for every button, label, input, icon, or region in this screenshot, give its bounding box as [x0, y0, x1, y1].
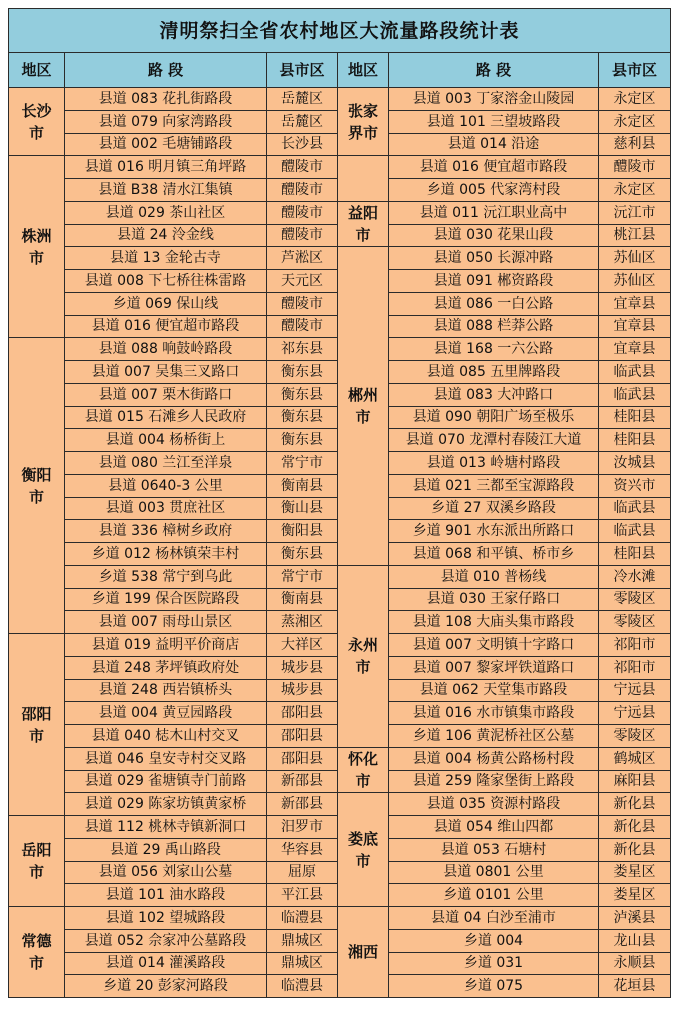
county-cell-right: 泸溪县: [599, 907, 671, 930]
road-segment-cell-left: 县道 B38 清水江集镇: [65, 179, 267, 202]
road-segment-cell-left: 县道 008 下七桥往株雷路: [65, 270, 267, 293]
county-cell-left: 新邵县: [267, 793, 338, 816]
road-segment-cell-left: 县道 007 雨母山景区: [65, 611, 267, 634]
road-segment-cell-left: 县道 002 毛塘铺路段: [65, 133, 267, 156]
road-segment-cell-right: 县道 088 栏莽公路: [389, 315, 599, 338]
county-cell-left: 城步县: [267, 656, 338, 679]
county-cell-left: 常宁市: [267, 452, 338, 475]
county-cell-left: 新邵县: [267, 770, 338, 793]
header-road-left: 路 段: [65, 53, 267, 88]
county-cell-right: 新化县: [599, 793, 671, 816]
county-cell-left: 衡东县: [267, 406, 338, 429]
county-cell-left: 常宁市: [267, 565, 338, 588]
road-segment-cell-right: 县道 021 三都至宝源路段: [389, 474, 599, 497]
county-cell-left: 醴陵市: [267, 315, 338, 338]
county-cell-right: 麻阳县: [599, 770, 671, 793]
county-cell-left: 岳麓区: [267, 88, 338, 111]
region-cell-right: 怀化市: [338, 747, 389, 793]
county-cell-right: 慈利县: [599, 133, 671, 156]
road-segment-cell-right: 县道 053 石塘村: [389, 838, 599, 861]
county-cell-right: 冷水滩: [599, 565, 671, 588]
county-cell-left: 汨罗市: [267, 816, 338, 839]
county-cell-left: 临澧县: [267, 907, 338, 930]
county-cell-left: 衡南县: [267, 588, 338, 611]
county-cell-right: 苏仙区: [599, 247, 671, 270]
region-cell-left: 常德市: [9, 907, 65, 998]
road-segment-cell-right: 县道 011 沅江职业高中: [389, 201, 599, 224]
county-cell-left: 鼎城区: [267, 952, 338, 975]
road-segment-cell-left: 县道 13 金轮古寺: [65, 247, 267, 270]
road-segment-cell-right: 县道 007 黎家坪铁道路口: [389, 656, 599, 679]
road-segment-cell-left: 县道 029 陈家坊镇黄家桥: [65, 793, 267, 816]
road-segment-cell-left: 县道 112 桃林寺镇新洞口: [65, 816, 267, 839]
road-segment-cell-right: 县道 016 便宜超市路段: [389, 156, 599, 179]
county-cell-right: 龙山县: [599, 929, 671, 952]
table-row: [9, 565, 671, 588]
road-segment-cell-left: 县道 029 茶山社区: [65, 201, 267, 224]
road-segment-cell-left: 县道 046 皇安寺村交叉路: [65, 747, 267, 770]
county-cell-left: 城步县: [267, 679, 338, 702]
road-segment-cell-left: 县道 004 黄豆园路段: [65, 702, 267, 725]
county-cell-left: 屈原: [267, 861, 338, 884]
header-county-left: 县市区: [267, 53, 338, 88]
county-cell-left: 衡东县: [267, 361, 338, 384]
county-cell-right: 祁阳市: [599, 634, 671, 657]
road-segment-cell-right: 县道 101 三望坡路段: [389, 110, 599, 133]
road-segment-cell-right: 县道 168 一六公路: [389, 338, 599, 361]
county-cell-right: 苏仙区: [599, 270, 671, 293]
county-cell-left: 天元区: [267, 270, 338, 293]
road-segment-cell-right: 县道 010 普杨线: [389, 565, 599, 588]
region-cell-right: 永州市: [338, 565, 389, 747]
county-cell-right: 桃江县: [599, 224, 671, 247]
county-cell-right: 汝城县: [599, 452, 671, 475]
road-segment-cell-left: 县道 079 向家湾路段: [65, 110, 267, 133]
county-cell-right: 娄星区: [599, 884, 671, 907]
county-cell-right: 永定区: [599, 110, 671, 133]
county-cell-right: 宜章县: [599, 315, 671, 338]
county-cell-left: 醴陵市: [267, 292, 338, 315]
road-segment-cell-left: 县道 083 花扎街路段: [65, 88, 267, 111]
road-segment-cell-left: 县道 029 雀塘镇寺门前路: [65, 770, 267, 793]
county-cell-left: 醴陵市: [267, 179, 338, 202]
county-cell-left: 芦淞区: [267, 247, 338, 270]
road-segment-cell-left: 县道 24 泠金线: [65, 224, 267, 247]
road-segment-cell-left: 县道 003 贯庶社区: [65, 497, 267, 520]
county-cell-left: 醴陵市: [267, 224, 338, 247]
road-segment-cell-right: 县道 035 资源村路段: [389, 793, 599, 816]
county-cell-left: 衡东县: [267, 543, 338, 566]
county-cell-left: 醴陵市: [267, 201, 338, 224]
region-cell-left: 长沙市: [9, 88, 65, 156]
road-segment-cell-right: 县道 108 大庙头集市路段: [389, 611, 599, 634]
road-segment-cell-right: 乡道 004: [389, 929, 599, 952]
road-segment-cell-left: 县道 248 西岩镇桥头: [65, 679, 267, 702]
county-cell-right: 临武县: [599, 383, 671, 406]
county-cell-left: 醴陵市: [267, 156, 338, 179]
road-segment-cell-left: 乡道 538 常宁到乌此: [65, 565, 267, 588]
region-cell-right: 娄底市: [338, 793, 389, 907]
county-cell-left: 邵阳县: [267, 702, 338, 725]
county-cell-right: 新化县: [599, 816, 671, 839]
road-segment-cell-left: 县道 0640-3 公里: [65, 474, 267, 497]
road-segment-cell-left: 县道 016 明月镇三角坪路: [65, 156, 267, 179]
traffic-stats-table: [8, 8, 671, 998]
header-region-right: 地区: [338, 53, 389, 88]
county-cell-left: 平江县: [267, 884, 338, 907]
county-cell-left: 岳麓区: [267, 110, 338, 133]
header-county-right: 县市区: [599, 53, 671, 88]
header-road-right: 路 段: [389, 53, 599, 88]
table-row: [9, 793, 671, 816]
county-cell-right: 宁远县: [599, 702, 671, 725]
road-segment-cell-right: 乡道 901 水东派出所路口: [389, 520, 599, 543]
road-segment-cell-right: 县道 050 长源冲路: [389, 247, 599, 270]
county-cell-left: 大祥区: [267, 634, 338, 657]
road-segment-cell-left: 乡道 20 彭家河路段: [65, 975, 267, 998]
road-segment-cell-left: 县道 080 兰江至洋泉: [65, 452, 267, 475]
road-segment-cell-right: 县道 062 天堂集市路段: [389, 679, 599, 702]
county-cell-right: 宜章县: [599, 338, 671, 361]
county-cell-right: 资兴市: [599, 474, 671, 497]
county-cell-right: 永定区: [599, 179, 671, 202]
road-segment-cell-left: 县道 019 益明平价商店: [65, 634, 267, 657]
region-cell-right: 益阳市: [338, 201, 389, 247]
road-segment-cell-right: 县道 091 郴资路段: [389, 270, 599, 293]
road-segment-cell-left: 县道 016 便宜超市路段: [65, 315, 267, 338]
road-segment-cell-right: 县道 003 丁家溶金山陵园: [389, 88, 599, 111]
road-segment-cell-right: 乡道 106 黄泥桥社区公墓: [389, 725, 599, 748]
road-segment-cell-left: 县道 248 茅坪镇政府处: [65, 656, 267, 679]
road-segment-cell-right: 县道 054 维山四都: [389, 816, 599, 839]
county-cell-right: 零陵区: [599, 611, 671, 634]
county-cell-left: 长沙县: [267, 133, 338, 156]
road-segment-cell-right: 县道 086 一白公路: [389, 292, 599, 315]
county-cell-right: 临武县: [599, 361, 671, 384]
table-row: [9, 907, 671, 930]
road-segment-cell-left: 乡道 069 保山线: [65, 292, 267, 315]
region-cell-right: [338, 156, 389, 202]
road-segment-cell-right: 县道 013 岭塘村路段: [389, 452, 599, 475]
header-region-left: 地区: [9, 53, 65, 88]
table-title: 清明祭扫全省农村地区大流量路段统计表: [9, 9, 671, 53]
road-segment-cell-left: 县道 052 佘家冲公墓路段: [65, 929, 267, 952]
road-segment-cell-right: 县道 014 沿途: [389, 133, 599, 156]
region-cell-left: 株洲市: [9, 156, 65, 338]
road-segment-cell-right: 县道 068 和平镇、桥市乡: [389, 543, 599, 566]
county-cell-left: 衡山县: [267, 497, 338, 520]
county-cell-right: 永定区: [599, 88, 671, 111]
county-cell-right: 永顺县: [599, 952, 671, 975]
road-segment-cell-right: 县道 030 王家仔路口: [389, 588, 599, 611]
title-row: [9, 9, 671, 53]
header-row: [9, 53, 671, 88]
road-segment-cell-right: 乡道 005 代家湾村段: [389, 179, 599, 202]
road-segment-cell-right: 县道 0801 公里: [389, 861, 599, 884]
road-segment-cell-right: 县道 04 白沙至浦市: [389, 907, 599, 930]
road-segment-cell-right: 县道 090 朝阳广场至极乐: [389, 406, 599, 429]
road-segment-cell-left: 县道 102 望城路段: [65, 907, 267, 930]
county-cell-left: 华容县: [267, 838, 338, 861]
road-segment-cell-right: 乡道 27 双溪乡路段: [389, 497, 599, 520]
road-segment-cell-right: 县道 030 花果山段: [389, 224, 599, 247]
county-cell-right: 祁阳市: [599, 656, 671, 679]
road-segment-cell-left: 县道 014 灌溪路段: [65, 952, 267, 975]
road-segment-cell-left: 县道 007 吴集三叉路口: [65, 361, 267, 384]
region-cell-left: 岳阳市: [9, 816, 65, 907]
county-cell-right: 桂阳县: [599, 543, 671, 566]
road-segment-cell-left: 县道 015 石滩乡人民政府: [65, 406, 267, 429]
county-cell-right: 临武县: [599, 520, 671, 543]
road-segment-cell-right: 县道 016 水市镇集市路段: [389, 702, 599, 725]
county-cell-right: 零陵区: [599, 588, 671, 611]
county-cell-left: 衡东县: [267, 429, 338, 452]
county-cell-left: 衡南县: [267, 474, 338, 497]
table-row: [9, 88, 671, 111]
table-row: [9, 201, 671, 224]
road-segment-cell-right: 县道 083 大冲路口: [389, 383, 599, 406]
road-segment-cell-right: 乡道 031: [389, 952, 599, 975]
county-cell-left: 祁东县: [267, 338, 338, 361]
road-segment-cell-right: 县道 004 杨黄公路杨村段: [389, 747, 599, 770]
county-cell-right: 临武县: [599, 497, 671, 520]
table-row: [9, 747, 671, 770]
road-segment-cell-left: 县道 29 禹山路段: [65, 838, 267, 861]
county-cell-right: 鹤城区: [599, 747, 671, 770]
road-segment-cell-right: 县道 259 隆家堡街上路段: [389, 770, 599, 793]
county-cell-right: 桂阳县: [599, 429, 671, 452]
road-segment-cell-left: 县道 336 樟树乡政府: [65, 520, 267, 543]
county-cell-right: 桂阳县: [599, 406, 671, 429]
road-segment-cell-right: 县道 085 五里牌路段: [389, 361, 599, 384]
table-row: [9, 156, 671, 179]
road-segment-cell-left: 乡道 199 保合医院路段: [65, 588, 267, 611]
county-cell-right: 宜章县: [599, 292, 671, 315]
road-segment-cell-left: 县道 007 栗木街路口: [65, 383, 267, 406]
county-cell-left: 鼎城区: [267, 929, 338, 952]
county-cell-right: 沅江市: [599, 201, 671, 224]
road-segment-cell-left: 县道 088 响鼓岭路段: [65, 338, 267, 361]
region-cell-left: 邵阳市: [9, 634, 65, 816]
county-cell-left: 邵阳县: [267, 747, 338, 770]
road-segment-cell-left: 县道 101 油水路段: [65, 884, 267, 907]
county-cell-left: 衡东县: [267, 383, 338, 406]
county-cell-left: 邵阳县: [267, 725, 338, 748]
county-cell-right: 新化县: [599, 838, 671, 861]
road-segment-cell-right: 县道 070 龙潭村春陵江大道: [389, 429, 599, 452]
road-segment-cell-left: 县道 056 刘家山公墓: [65, 861, 267, 884]
road-segment-cell-left: 乡道 012 杨林镇荣丰村: [65, 543, 267, 566]
region-cell-right: 湘西: [338, 907, 389, 998]
stats-table-wrapper: [8, 8, 670, 998]
county-cell-right: 醴陵市: [599, 156, 671, 179]
county-cell-right: 零陵区: [599, 725, 671, 748]
county-cell-left: 蒸湘区: [267, 611, 338, 634]
county-cell-right: 花垣县: [599, 975, 671, 998]
region-cell-left: 衡阳市: [9, 338, 65, 634]
road-segment-cell-right: 县道 007 文明镇十字路口: [389, 634, 599, 657]
county-cell-right: 宁远县: [599, 679, 671, 702]
road-segment-cell-right: 乡道 075: [389, 975, 599, 998]
table-row: [9, 247, 671, 270]
road-segment-cell-left: 县道 004 杨桥街上: [65, 429, 267, 452]
county-cell-right: 娄星区: [599, 861, 671, 884]
region-cell-right: 张家界市: [338, 88, 389, 156]
county-cell-left: 临澧县: [267, 975, 338, 998]
road-segment-cell-right: 乡道 0101 公里: [389, 884, 599, 907]
county-cell-left: 衡阳县: [267, 520, 338, 543]
region-cell-right: 郴州市: [338, 247, 389, 566]
road-segment-cell-left: 县道 040 梽木山村交叉: [65, 725, 267, 748]
